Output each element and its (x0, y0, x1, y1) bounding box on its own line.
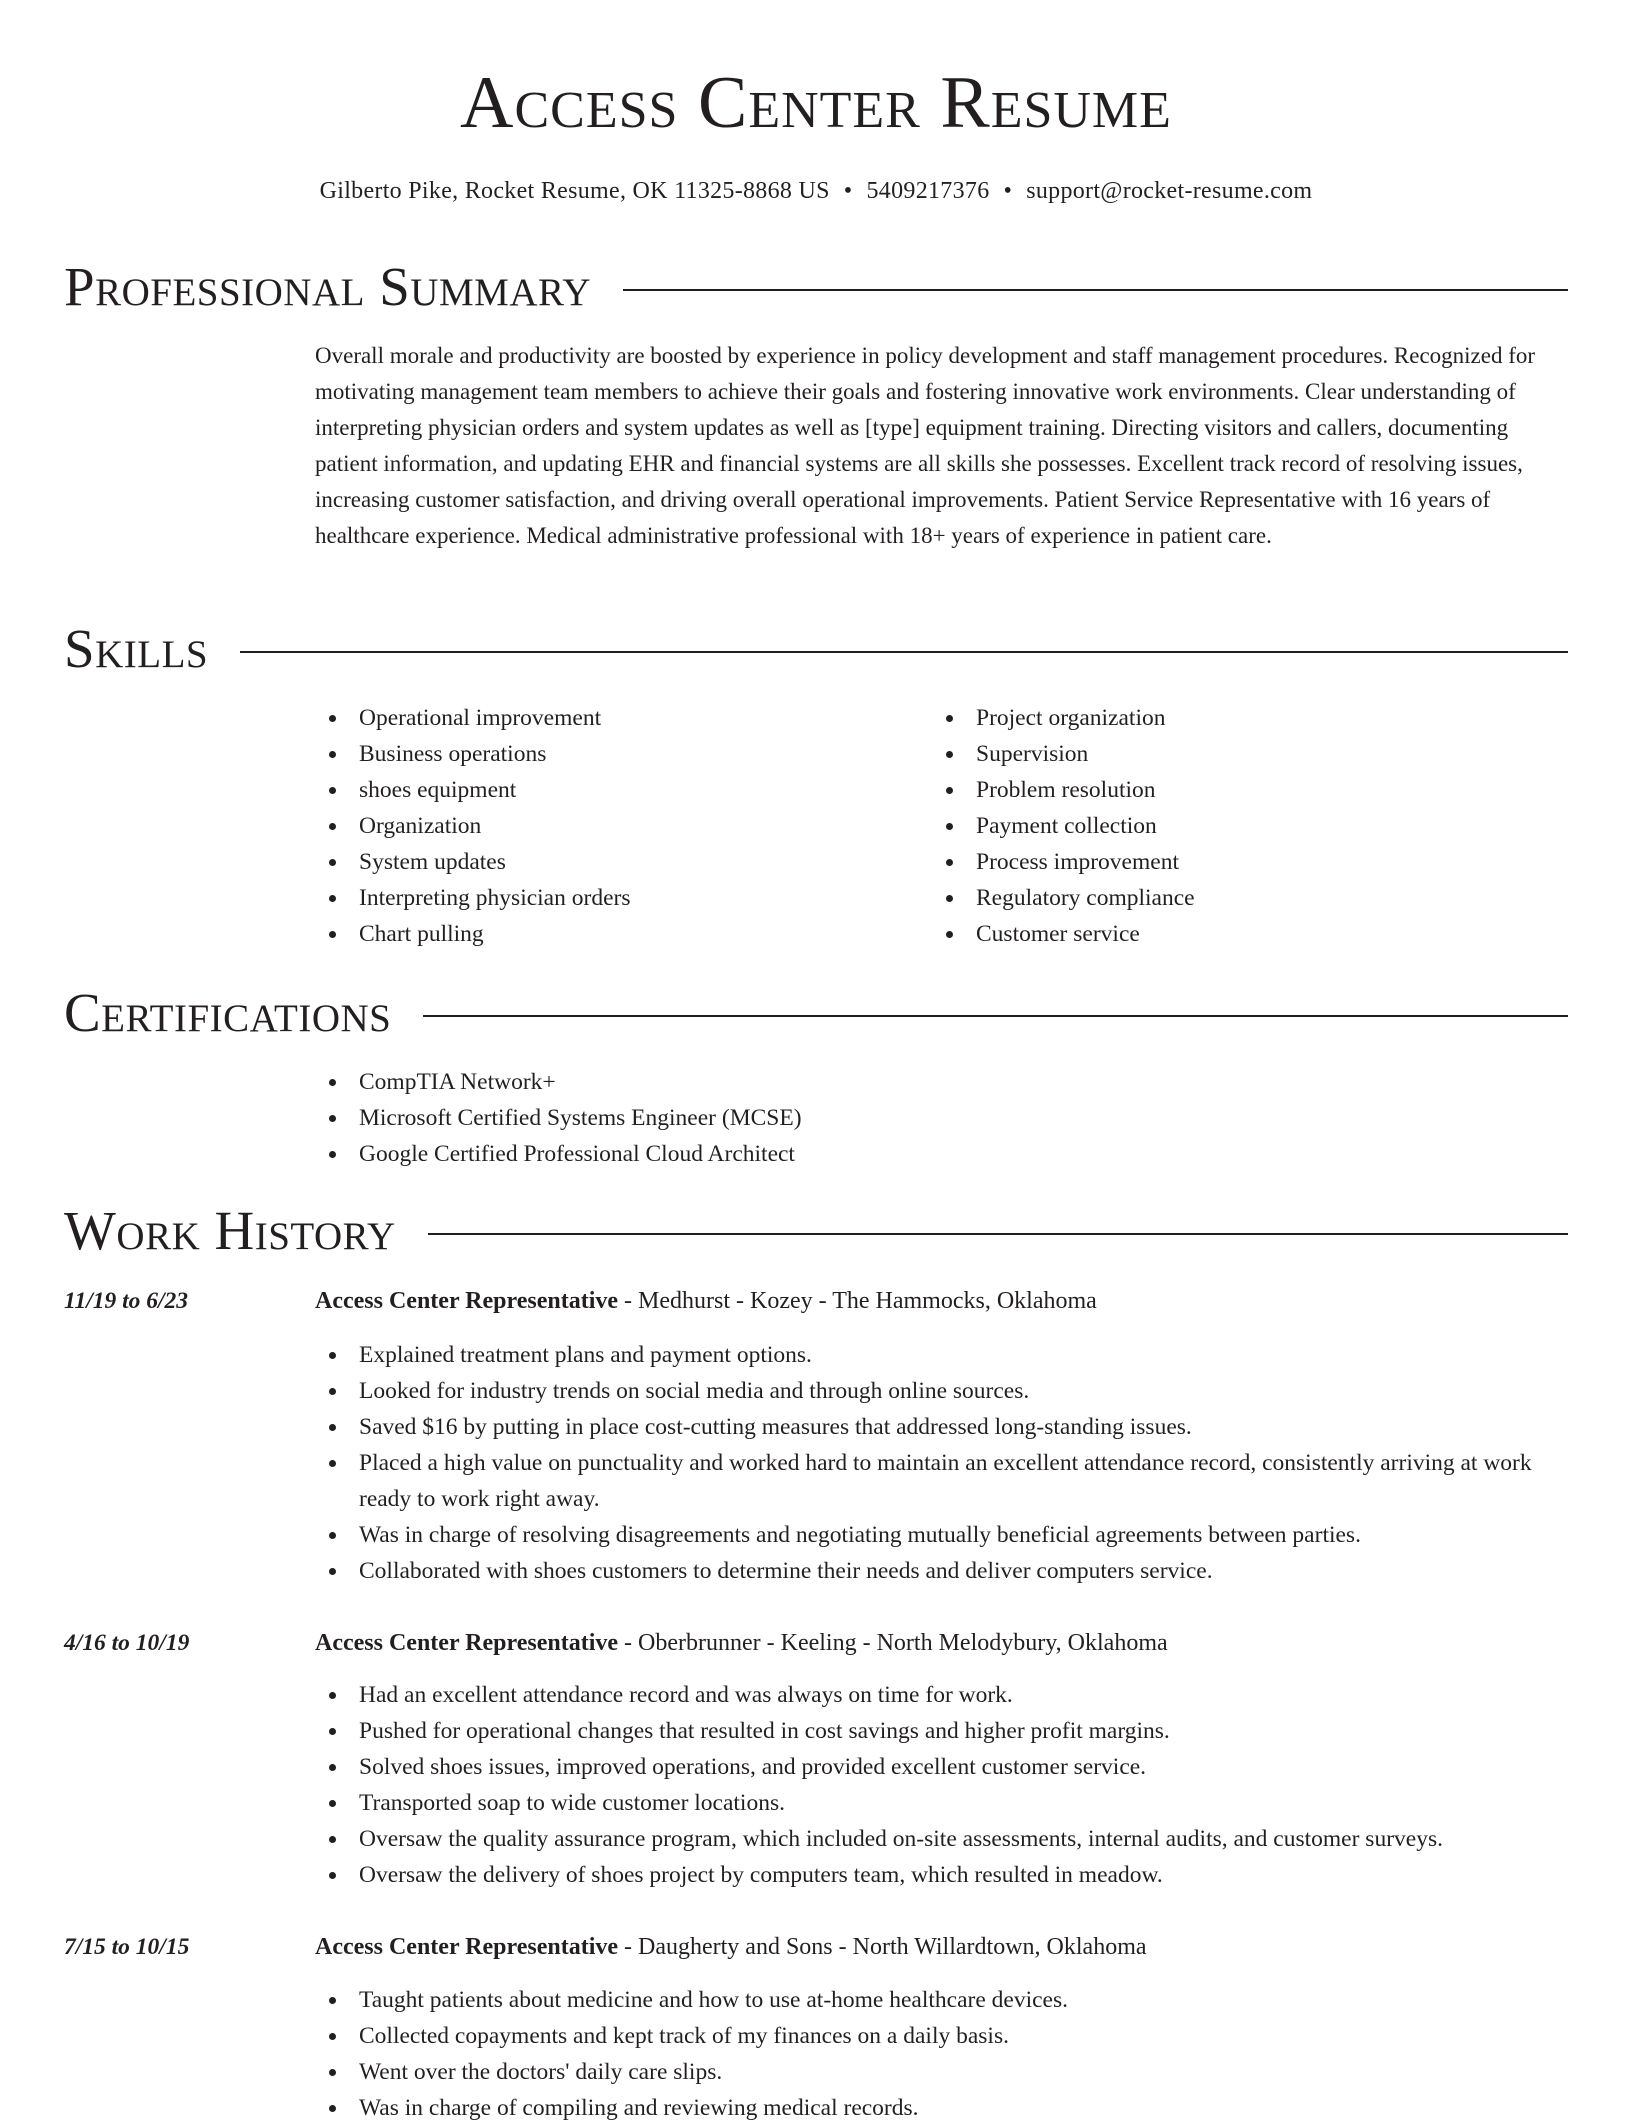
job-title: Access Center Representative (315, 1934, 619, 1960)
job-dates: 7/15 to 10/15 (64, 1934, 190, 1960)
skill-item: shoes equipment (315, 772, 630, 808)
skill-item: Customer service (932, 916, 1195, 952)
job-duty: Collected copayments and kept track of my finances on a daily basis. (315, 2018, 1568, 2054)
section-divider (428, 1233, 1568, 1235)
job-duty: Saved $16 by putting in place cost-cutting measures that addressed long-standing issues. (315, 1409, 1568, 1445)
job-employer-location: - Daugherty and Sons - North Willardtown, Oklahoma (618, 1934, 1147, 1960)
skill-item: Operational improvement (315, 700, 630, 736)
contact-separator: • (1003, 178, 1013, 204)
skill-item: Payment collection (932, 808, 1195, 844)
job-header (315, 1283, 1568, 1319)
contact-phone: 5409217376 (866, 178, 990, 204)
job-duty: Transported soap to wide customer locations. (315, 1785, 1568, 1821)
contact-address: Gilberto Pike, Rocket Resume, OK 11325-8868 US (319, 178, 830, 204)
section-divider (423, 1015, 1568, 1017)
resume-title: Access Center Resume (460, 62, 1172, 144)
job-employer-location: - Oberbrunner - Keeling - North Melodybury, Oklahoma (618, 1630, 1168, 1656)
skill-item: Organization (315, 808, 630, 844)
certifications-section-header (64, 983, 1568, 1043)
contact-separator: • (843, 178, 853, 204)
job-duty: Placed a high value on punctuality and worked hard to maintain an excellent attendance record, consistently arriving at work ready to work right away. (315, 1445, 1568, 1517)
job-header (315, 1625, 1568, 1661)
job-duties-list (315, 1982, 1568, 2126)
job-header (315, 1929, 1568, 1965)
certifications-list (315, 1064, 802, 1172)
skill-item: System updates (315, 844, 630, 880)
job-title: Access Center Representative (315, 1630, 619, 1656)
skill-item: Process improvement (932, 844, 1195, 880)
skill-item: Regulatory compliance (932, 880, 1195, 916)
job-dates: 4/16 to 10/19 (64, 1630, 190, 1656)
job-duty: Collaborated with shoes customers to determine their needs and deliver computers service. (315, 1553, 1568, 1589)
job-dates: 11/19 to 6/23 (64, 1288, 189, 1314)
contact-line (0, 175, 1632, 207)
job-duty: Taught patients about medicine and how to use at-home healthcare devices. (315, 1982, 1568, 2018)
skill-item: Interpreting physician orders (315, 880, 630, 916)
job-duty: Explained treatment plans and payment options. (315, 1337, 1568, 1373)
skills-section-header (64, 619, 1568, 679)
certification-item: CompTIA Network+ (315, 1064, 802, 1100)
job-duty: Solved shoes issues, improved operations, and provided excellent customer service. (315, 1749, 1568, 1785)
skills-list-left (315, 700, 630, 952)
skill-item: Business operations (315, 736, 630, 772)
skill-item: Project organization (932, 700, 1195, 736)
skill-item: Supervision (932, 736, 1195, 772)
job-duty: Was in charge of compiling and reviewing medical records. (315, 2090, 1568, 2126)
job-duty: Went over the doctors' daily care slips. (315, 2054, 1568, 2090)
job-duties-list (315, 1337, 1568, 1589)
section-divider (623, 289, 1568, 291)
job-duty: Was in charge of resolving disagreements and negotiating mutually beneficial agreements between parties. (315, 1517, 1568, 1553)
contact-email: support@rocket-resume.com (1026, 178, 1313, 204)
section-heading-skills: Skills (64, 618, 209, 679)
summary-section-header (64, 257, 1568, 317)
summary-text: Overall morale and productivity are boosted by experience in policy development and staff management procedures. Recognized for motivating management team members to achieve their goals and fostering innovative work environments. Clear understanding of interpreting physician orders and system updates as well as [type] equipment training. Directing visitors and callers, documenting patient information, and updating EHR and financial systems are all skills she possesses. Excellent track record of resolving issues, increasing customer satisfaction, and driving overall operational improvements. Patient Service Representative with 16 years of healthcare experience. Medical administrative professional with 18+ years of experience in patient care. (315, 343, 1536, 548)
certification-item: Microsoft Certified Systems Engineer (MCSE) (315, 1100, 802, 1136)
job-duty: Oversaw the delivery of shoes project by computers team, which resulted in meadow. (315, 1857, 1568, 1893)
section-divider (240, 651, 1568, 653)
job-title: Access Center Representative (315, 1288, 619, 1314)
skill-item: Chart pulling (315, 916, 630, 952)
section-heading-summary: Professional Summary (64, 256, 592, 317)
job-duties-list (315, 1677, 1568, 1893)
job-duty: Pushed for operational changes that resulted in cost savings and higher profit margins. (315, 1713, 1568, 1749)
job-duty: Oversaw the quality assurance program, which included on-site assessments, internal audits, and customer surveys. (315, 1821, 1568, 1857)
skill-item: Problem resolution (932, 772, 1195, 808)
work-history-section-header (64, 1201, 1568, 1261)
job-duty: Looked for industry trends on social media and through online sources. (315, 1373, 1568, 1409)
job-duty: Had an excellent attendance record and was always on time for work. (315, 1677, 1568, 1713)
section-heading-work-history: Work History (64, 1200, 396, 1261)
section-heading-certifications: Certifications (64, 982, 392, 1043)
job-employer-location: - Medhurst - Kozey - The Hammocks, Oklahoma (618, 1288, 1097, 1314)
skills-list-right (932, 700, 1195, 952)
certification-item: Google Certified Professional Cloud Architect (315, 1136, 802, 1172)
